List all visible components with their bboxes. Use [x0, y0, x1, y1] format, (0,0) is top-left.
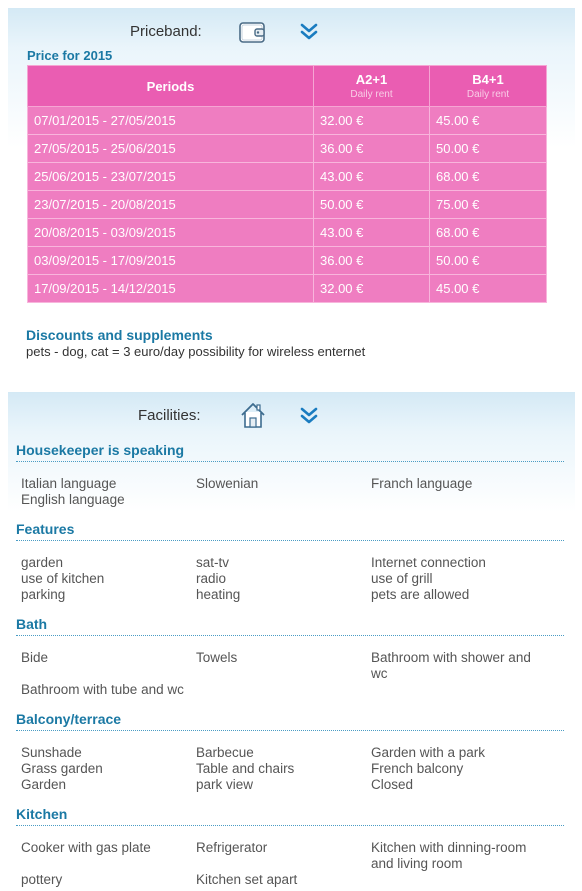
facilities-header	[8, 392, 575, 438]
item-text: Garden with a park	[371, 745, 486, 760]
price-title: Price for 2015	[27, 48, 113, 63]
discounts-text: pets - dog, cat = 3 euro/day possibility for wireless enternet	[26, 344, 366, 359]
item-text: Bathroom with tube and wc	[21, 682, 184, 697]
table-row	[28, 107, 547, 135]
list-item	[196, 872, 371, 888]
section-balcony	[16, 711, 564, 793]
list-item	[371, 840, 546, 872]
section-grid	[16, 840, 564, 888]
item-text: Cooker with gas plate	[21, 840, 151, 855]
list-item	[371, 650, 546, 682]
list-item	[196, 745, 371, 793]
list-item	[196, 476, 371, 508]
section-title: Features	[16, 521, 564, 541]
item-text: Garden	[21, 777, 67, 792]
table-row	[28, 275, 547, 303]
section-title: Bath	[16, 616, 564, 636]
list-item	[196, 555, 371, 603]
a-price-cell: 50.00 €	[314, 191, 430, 219]
a-price-cell: 32.00 €	[314, 275, 430, 303]
wallet-icon[interactable]	[238, 19, 266, 47]
list-item	[196, 840, 371, 872]
a-price-cell: 36.00 €	[314, 135, 430, 163]
list-item	[21, 476, 196, 508]
item-text: Internet connection	[371, 555, 486, 570]
b-price-cell: 68.00 €	[430, 219, 547, 247]
priceband-panel	[8, 8, 575, 388]
b-price-cell: 50.00 €	[430, 247, 547, 275]
list-item	[21, 840, 196, 872]
list-item	[371, 555, 546, 603]
item-text: Slowenian	[196, 476, 259, 491]
item-text: garden	[21, 555, 64, 570]
item-text: English language	[21, 492, 125, 507]
period-cell: 03/09/2015 - 17/09/2015	[28, 247, 314, 275]
list-item	[196, 650, 371, 682]
section-grid	[16, 476, 564, 508]
b-price-cell: 50.00 €	[430, 135, 547, 163]
facilities-title: Facilities:	[138, 407, 201, 424]
item-text: Bide	[21, 650, 49, 665]
item-text: Barbecue	[196, 745, 254, 760]
table-row	[28, 163, 547, 191]
b-price-cell: 75.00 €	[430, 191, 547, 219]
period-cell: 23/07/2015 - 20/08/2015	[28, 191, 314, 219]
b-price-cell: 45.00 €	[430, 275, 547, 303]
item-text: Grass garden	[21, 761, 103, 776]
a-price-cell: 32.00 €	[314, 107, 430, 135]
list-item	[371, 476, 546, 508]
a-price-cell: 43.00 €	[314, 163, 430, 191]
house-icon[interactable]	[239, 400, 267, 428]
a-price-cell: 36.00 €	[314, 247, 430, 275]
b-header-sub: Daily rent	[466, 89, 510, 100]
section-bath	[16, 616, 564, 698]
b-header-label: B4+1	[472, 72, 504, 87]
list-item	[371, 745, 546, 793]
periods-header	[28, 66, 314, 107]
period-cell: 07/01/2015 - 27/05/2015	[28, 107, 314, 135]
list-item	[21, 872, 196, 888]
table-row	[28, 247, 547, 275]
b-price-cell: 45.00 €	[430, 107, 547, 135]
item-text: Franch language	[371, 476, 473, 491]
a-header-sub: Daily rent	[350, 89, 393, 100]
item-text: Kitchen with dinning-room and living room	[371, 840, 527, 871]
table-row	[28, 135, 547, 163]
a-header-label: A2+1	[355, 72, 388, 87]
a-header	[314, 66, 430, 107]
b-header	[430, 66, 547, 107]
item-text: Bathroom with shower and wc	[371, 650, 531, 681]
table-row	[28, 219, 547, 247]
item-text: heating	[196, 587, 241, 602]
priceband-title: Priceband:	[130, 23, 202, 40]
price-table	[27, 65, 547, 303]
item-text: sat-tv	[196, 555, 230, 570]
list-item	[21, 682, 371, 698]
period-cell: 25/06/2015 - 23/07/2015	[28, 163, 314, 191]
item-text: Kitchen set apart	[196, 872, 298, 887]
section-title: Balcony/terrace	[16, 711, 564, 731]
period-cell: 17/09/2015 - 14/12/2015	[28, 275, 314, 303]
list-item	[21, 745, 196, 793]
item-text: pets are allowed	[371, 587, 470, 602]
section-kitchen	[16, 806, 564, 888]
list-item	[21, 650, 196, 682]
period-cell: 27/05/2015 - 25/06/2015	[28, 135, 314, 163]
item-text: use of grill	[371, 571, 433, 586]
discounts-title: Discounts and supplements	[26, 327, 213, 343]
item-text: Refrigerator	[196, 840, 268, 855]
section-housekeeper	[16, 442, 564, 508]
item-text: pottery	[21, 872, 63, 887]
item-text: French balcony	[371, 761, 464, 776]
period-cell: 20/08/2015 - 03/09/2015	[28, 219, 314, 247]
item-text: Sunshade	[21, 745, 82, 760]
section-title: Housekeeper is speaking	[16, 442, 564, 462]
section-features	[16, 521, 564, 603]
item-text: parking	[21, 587, 66, 602]
double-chevron-down-icon[interactable]	[300, 406, 318, 424]
table-row	[28, 191, 547, 219]
item-text: Table and chairs	[196, 761, 295, 776]
item-text: park view	[196, 777, 254, 792]
double-chevron-down-icon[interactable]	[300, 22, 318, 40]
item-text: use of kitchen	[21, 571, 105, 586]
item-text: Closed	[371, 777, 414, 792]
item-text: Towels	[196, 650, 238, 665]
item-text: radio	[196, 571, 227, 586]
a-price-cell: 43.00 €	[314, 219, 430, 247]
section-grid	[16, 650, 564, 698]
list-item	[21, 555, 196, 603]
b-price-cell: 68.00 €	[430, 163, 547, 191]
item-text: Italian language	[21, 476, 117, 491]
section-title: Kitchen	[16, 806, 564, 826]
price-table-header-row	[28, 66, 547, 107]
section-grid	[16, 745, 564, 793]
periods-header-label: Periods	[146, 78, 195, 94]
facilities-panel	[8, 392, 575, 891]
section-grid	[16, 555, 564, 603]
